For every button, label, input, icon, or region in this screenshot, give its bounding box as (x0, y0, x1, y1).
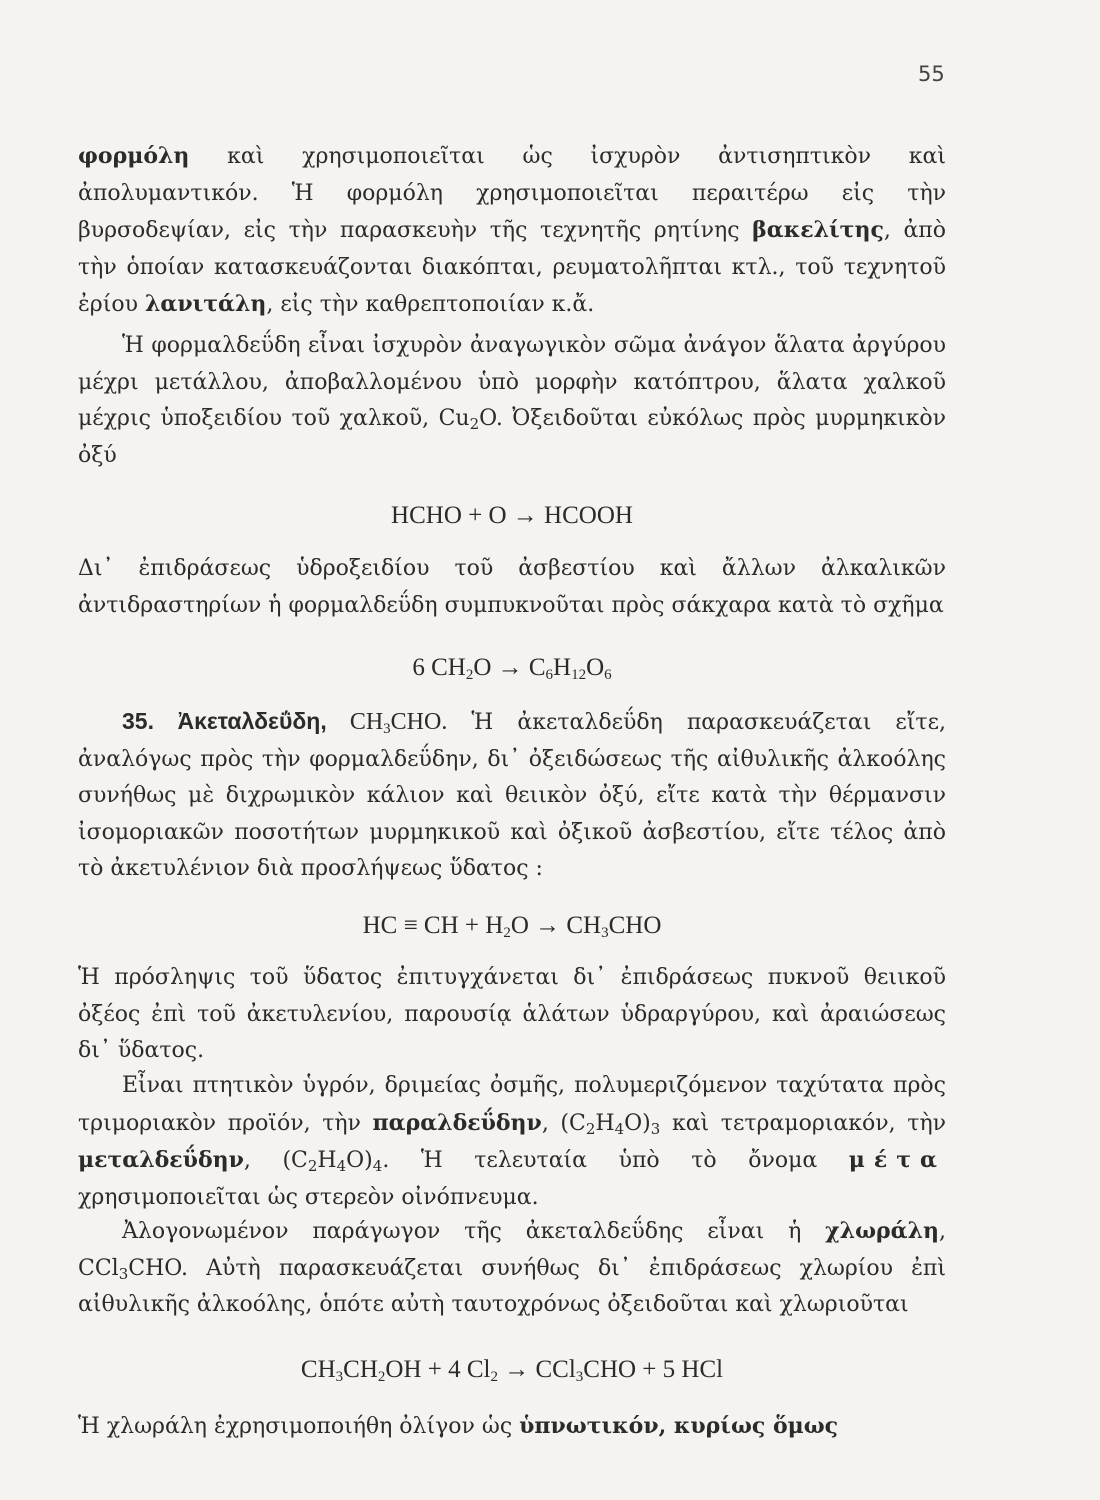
term-bakelite: βακελίτης (752, 217, 884, 243)
page-number: 55 (918, 62, 945, 86)
formula-inline: $CH_3CHO$. (326, 709, 448, 737)
paragraph-formol-uses (78, 138, 946, 324)
term-metaldehyde: μεταλδεΰδην (78, 1147, 244, 1173)
text: Ἡ φορμαλδεΰδη εἶναι ἰσχυρὸν ἀναγωγικὸν σῶμα ἀνάγον ἅλατα ἀργύρου μέχρι μετάλλου, ἀποβαλλομένου ὑπὸ μορφὴν κατόπτρου, ἅλατα χαλκοῦ μέχρις ὑποξειδίου τοῦ χαλκοῦ, Cu (78, 333, 946, 431)
term-formoli: φορμόλη (78, 143, 190, 169)
formula-hydration: HC ≡ CH + $H_2O \to CH_3CHO$ (362, 912, 662, 941)
formula-chloral: $CH_3CH_2OH + 4$ $Cl_2 \to CCl_3CHO + 5$ HCl (300, 1356, 724, 1385)
term-hypnotic: ὑπνωτικόν, κυρίως ὅμως (519, 1413, 839, 1439)
text: καὶ χρησιμοποιεῖται ὡς ἰσχυρὸν ἀντισηπτικὸν καὶ ἀπολυμαντικόν. Ἡ φορμόλη χρησιμοποιεῖται περαιτέρω εἰς τὴν βυρσοδεψίαν, εἰς τὴν παρασκευὴν τῆς τεχνητῆς ρητίνης (78, 144, 946, 243)
paragraph-polymerization: Εἶναι πτητικὸν ὑγρόν, δριμείας ὀσμῆς, πολυμεριζόμενον ταχύτατα πρὸς τριμοριακὸν προϊόν, τὴν παραλδεΰδην, $(C_2H_4O)_3$ καὶ τετραμοριακόν, τὴν μεταλδεΰδην, $(C_2H_4O)_4$. Ἡ τελευταία ὑπὸ τὸ ὄνομα μέτα χρησιμοποιεῖται ὡς στερεὸν οἰνόπνευμα. (78, 1073, 947, 1210)
paragraph-formaldehyde-reducing (78, 328, 946, 474)
formula-oxidation: HCHO + O → HCOOH (391, 502, 633, 529)
text: Ἡ ἀκεταλδεΰδη παρασκευάζεται εἴτε, ἀναλόγως πρὸς τὴν φορμαλδεΰδην, δι᾿ ὀξειδώσεως τῆς αἰθυλικῆς ἀλκοόλης συνήθως μὲ διχρωμικὸν κάλιον καὶ θειικὸν ὀξύ, εἴτε κατὰ τὴν θέρμανσιν ἰσομοριακῶν ποσοτήτων μυρμηκικοῦ καὶ ὀξικοῦ ἀσβεστίου, εἴτε τέλος ἀπὸ τὸ ἀκετυλένιον διὰ προσλήψεως ὕδατος : (78, 710, 946, 881)
term-paraldehyde: παραλδεΰδην (372, 1109, 542, 1136)
text: , ἀπὸ τὴν ὁποίαν κατασκευάζονται διακόπται, ρευματολῆπται κτλ., τοῦ τεχνητοῦ ἐρίου (78, 218, 947, 317)
term-lanital: λανιτάλη (144, 291, 267, 317)
subscript: 2 (469, 415, 480, 433)
text: Δι᾿ ἐπιδράσεως ὑδροξειδίου τοῦ ἀσβεστίου καὶ ἄλλων ἀλκαλικῶν ἀντιδραστηρίων ἡ φορμαλδεΰδη συμπυκνοῦται πρὸς σάκχαρα κατὰ τὸ σχῆμα (78, 556, 946, 618)
paragraph-chloral-use: Ἡ χλωράλη ἐχρησιμοποιήθη ὀλίγον ὡς ὑπνωτικόν, κυρίως ὅμως (78, 1413, 839, 1439)
term-chloral: χλωράλη (825, 1218, 939, 1244)
paragraph-chloral: Ἀλογονωμένον παράγωγον τῆς ἀκεταλδεΰδης εἶναι ἡ χλωράλη, CCl$_3$CHO. Αὐτὴ παρασκευάζεται συνήθως δι᾿ ἐπιδράσεως χλωρίου ἐπὶ αἰθυλικῆς ἀλκοόλης, ὁπότε αὐτὴ ταυτοχρόνως ὀξειδοῦται καὶ χλωριοῦται (78, 1218, 946, 1317)
text: , εἰς τὴν καθρεπτοποιίαν κ.ἄ. (266, 292, 595, 317)
section-heading: 35. Ἀκεταλδεΰδη, (122, 708, 327, 734)
text: Ἡ πρόσληψις τοῦ ὕδατος ἐπιτυγχάνεται δι᾿ ἐπιδράσεως πυκνοῦ θειικοῦ ὀξέος ἐπὶ τοῦ ἀκετυλενίου, παρουσίᾳ ἁλάτων ὑδραργύρου, καὶ ἀραιώσεως δι᾿ ὕδατος. (78, 965, 946, 1063)
text: O. Ὀξειδοῦται εὐκόλως πρὸς μυρμηκικὸν ὀξύ (78, 406, 946, 468)
formula-sugar: 6 $CH_2O \to C_6H_{12}O_6$ (412, 654, 612, 683)
paragraph-condensation (78, 551, 946, 624)
term-meta: μέτα (848, 1147, 946, 1173)
section-35-acetaldehyde (78, 703, 946, 888)
paragraph-water-addition (78, 960, 946, 1070)
